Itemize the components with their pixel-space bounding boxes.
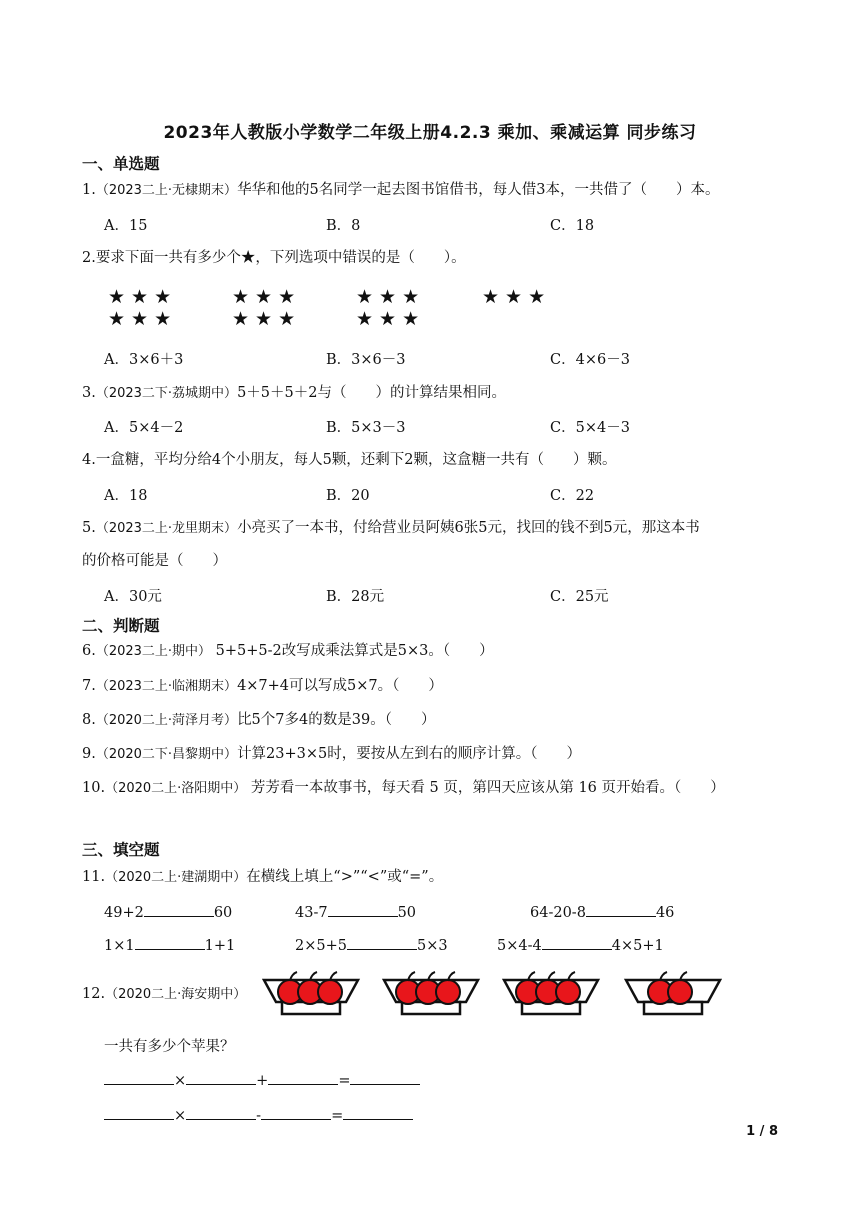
question-number: 5. — [82, 520, 96, 536]
question-source: （2023二上·龙里期末） — [95, 521, 238, 536]
compare-left: 64-20-8 — [530, 905, 586, 921]
option-c: C．22 — [550, 488, 595, 504]
option-b: B．20 — [326, 488, 370, 504]
question-1 — [82, 180, 720, 201]
document-title: 2023年人教版小学数学二年级上册4.2.3 乘加、乘减运算 同步练习 — [163, 123, 697, 143]
question-10 — [82, 778, 725, 799]
answer-blank[interactable] — [104, 1105, 174, 1120]
option-a: A．18 — [104, 488, 148, 504]
plate-with-apples — [504, 972, 598, 1014]
star-row: ★★★ — [356, 308, 426, 330]
option-a: A．3×6＋3 — [104, 352, 184, 368]
option-c: C．5×4－3 — [550, 420, 630, 436]
answer-blank[interactable] — [328, 902, 398, 917]
question-text: 5＋5＋5＋2与（ ）的计算结果相同。 — [237, 385, 506, 401]
question-12-prompt: 一共有多少个苹果？ — [104, 1039, 235, 1055]
equation-line — [104, 1070, 420, 1089]
question-source: （2020二上·海安期中） — [105, 987, 247, 1002]
section-heading-fill-in: 三、填空题 — [82, 841, 160, 859]
answer-blank[interactable] — [186, 1105, 256, 1120]
compare-left: 49+2 — [104, 905, 144, 921]
compare-item — [530, 902, 674, 921]
compare-right: 4×5+1 — [611, 938, 664, 954]
compare-left: 43-7 — [295, 905, 328, 921]
answer-blank[interactable] — [186, 1070, 256, 1085]
answer-blank[interactable] — [268, 1070, 338, 1085]
operator: = — [331, 1108, 344, 1124]
equation-line — [104, 1105, 413, 1124]
question-text: 小亮买了一本书，付给营业员阿姨6张5元，找回的钱不到5元，那这本书 — [237, 520, 700, 536]
question-text: 芳芳看一本故事书，每天看 5 页，第四天应该从第 16 页开始看。（ ） — [246, 780, 725, 796]
compare-left: 5×4-4 — [497, 938, 542, 954]
question-text: 4×7+4可以写成5×7。（ ） — [237, 678, 443, 694]
compare-left: 1×1 — [104, 938, 135, 954]
question-5 — [82, 518, 700, 539]
question-source: （2020二上·菏泽月考） — [95, 713, 238, 728]
compare-item — [104, 902, 232, 921]
compare-item — [104, 935, 235, 954]
star-row: ★★★ — [232, 308, 302, 330]
question-source: （2023二上·期中） — [95, 644, 212, 659]
star-row: ★★★ — [108, 308, 178, 330]
question-number: 6. — [82, 643, 96, 659]
operator: × — [174, 1073, 187, 1089]
question-source: （2023二上·临湘期末） — [95, 679, 238, 694]
question-text: 计算23+3×5时，要按从左到右的顺序计算。（ ） — [237, 746, 582, 762]
option-b: B．28元 — [326, 589, 385, 605]
answer-blank[interactable] — [343, 1105, 413, 1120]
answer-blank[interactable] — [350, 1070, 420, 1085]
question-12 — [82, 984, 246, 1005]
question-number: 7. — [82, 678, 96, 694]
question-text: 5+5+5-2改写成乘法算式是5×3。（ ） — [211, 643, 494, 659]
question-source: （2020二上·洛阳期中） — [105, 781, 247, 796]
answer-blank[interactable] — [261, 1105, 331, 1120]
star-row: ★★★ — [232, 286, 302, 308]
compare-item — [295, 902, 416, 921]
question-3 — [82, 383, 506, 404]
question-text: 华华和他的5名同学一起去图书馆借书，每人借3本，一共借了（ ）本。 — [237, 182, 720, 198]
compare-right: 5×3 — [416, 938, 448, 954]
section-heading-single-choice: 一、单选题 — [82, 155, 160, 173]
plate-with-apples — [626, 972, 720, 1014]
question-11 — [82, 867, 443, 888]
answer-blank[interactable] — [104, 1070, 174, 1085]
compare-left: 2×5+5 — [295, 938, 347, 954]
question-2 — [82, 248, 466, 268]
operator: + — [256, 1073, 269, 1089]
option-c: C．4×6－3 — [550, 352, 630, 368]
option-c: C．25元 — [550, 589, 609, 605]
option-b: B．5×3－3 — [326, 420, 406, 436]
question-number: 4. — [82, 452, 96, 468]
plate-with-apples — [264, 972, 358, 1014]
operator: × — [174, 1108, 187, 1124]
option-a: A．5×4－2 — [104, 420, 184, 436]
option-b: B．8 — [326, 218, 361, 234]
question-text: 在横线上填上“>”“<”或“=”。 — [246, 869, 444, 885]
operator: - — [256, 1108, 262, 1124]
option-c: C．18 — [550, 218, 595, 234]
question-source: （2020二下·昌黎期中） — [95, 747, 238, 762]
question-number: 12. — [82, 986, 106, 1002]
question-5-continued: 的价格可能是（ ） — [82, 553, 227, 569]
answer-blank[interactable] — [347, 935, 417, 950]
compare-right: 1+1 — [204, 938, 236, 954]
question-9 — [82, 744, 581, 765]
question-number: 3. — [82, 385, 96, 401]
compare-right: 60 — [213, 905, 233, 921]
question-4 — [82, 450, 617, 470]
question-text: 比5个7多4的数是39。（ ） — [237, 712, 436, 728]
plate-with-apples — [384, 972, 478, 1014]
question-8 — [82, 710, 435, 731]
page-number: 1 / 8 — [746, 1124, 778, 1139]
star-row: ★★★ — [356, 286, 426, 308]
star-row: ★★★ — [482, 286, 552, 308]
apple-plates-illustration — [262, 962, 722, 1022]
question-text: 要求下面一共有多少个★，下列选项中错误的是（ ）。 — [95, 250, 466, 266]
star-row: ★★★ — [108, 286, 178, 308]
question-number: 1. — [82, 182, 96, 198]
answer-blank[interactable] — [135, 935, 205, 950]
question-number: 10. — [82, 780, 106, 796]
answer-blank[interactable] — [144, 902, 214, 917]
question-number: 11. — [82, 869, 106, 885]
question-text: 一盒糖，平均分给4个小朋友，每人5颗，还剩下2颗，这盒糖一共有（ ）颗。 — [95, 452, 617, 468]
compare-item — [497, 935, 664, 954]
answer-blank[interactable] — [586, 902, 656, 917]
question-number: 2. — [82, 250, 96, 266]
question-source: （2020二上·建湖期中） — [105, 870, 247, 885]
question-6 — [82, 641, 494, 662]
option-b: B．3×6－3 — [326, 352, 406, 368]
option-a: A．15 — [104, 218, 148, 234]
question-7 — [82, 676, 443, 697]
operator: = — [338, 1073, 351, 1089]
answer-blank[interactable] — [542, 935, 612, 950]
compare-right: 50 — [397, 905, 417, 921]
compare-right: 46 — [655, 905, 675, 921]
question-number: 8. — [82, 712, 96, 728]
question-source: （2023二上·无棣期末） — [95, 183, 238, 198]
option-a: A．30元 — [104, 589, 162, 605]
compare-item — [295, 935, 448, 954]
question-source: （2023二下·荔城期中） — [95, 386, 238, 401]
question-number: 9. — [82, 746, 96, 762]
section-heading-true-false: 二、判断题 — [82, 617, 160, 635]
